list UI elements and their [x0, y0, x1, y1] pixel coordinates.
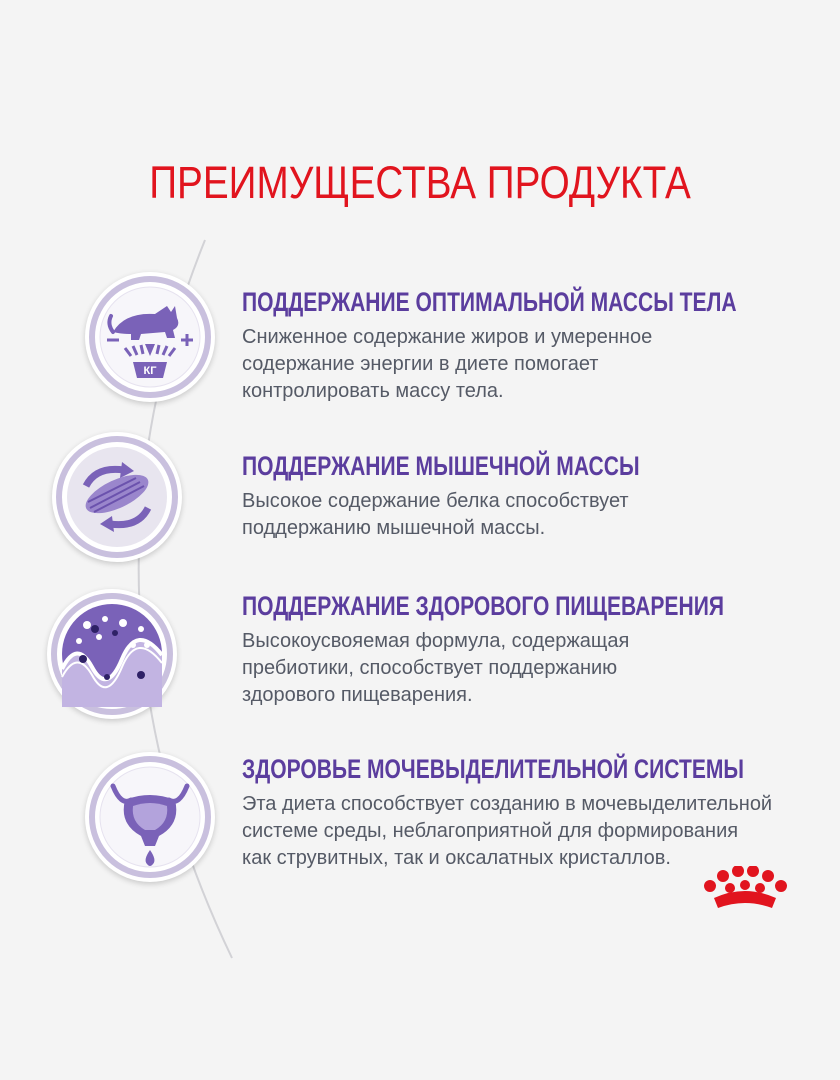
weight-scale-cat-icon [85, 272, 215, 402]
page-title: ПРЕИМУЩЕСТВА ПРОДУКТА [149, 157, 691, 208]
description-line: содержание энергии в диете помогает [242, 353, 599, 375]
description-line: Высокое содержание белка способствует [242, 490, 629, 512]
description-line: контролировать массу тела. [242, 380, 504, 402]
weight-unit-label: КГ [143, 365, 157, 377]
benefit-heading: ПОДДЕРЖАНИЕ МЫШЕЧНОЙ МАССЫ [242, 451, 640, 481]
benefit-heading: ЗДОРОВЬЕ МОЧЕВЫДЕЛИТЕЛЬНОЙ СИСТЕМЫ [242, 754, 745, 784]
description-line: Сниженное содержание жиров и умеренное [242, 326, 653, 348]
benefit-heading: ПОДДЕРЖАНИЕ ОПТИМАЛЬНОЙ МАССЫ ТЕЛА [242, 287, 737, 317]
bladder-icon [85, 752, 215, 882]
description-line: поддержанию мышечной массы. [242, 517, 546, 539]
description-line: здорового пищеварения. [242, 684, 473, 706]
benefit-description [242, 488, 629, 542]
description-line: пребиотики, способствует поддержанию [242, 657, 618, 679]
digestion-icon [47, 589, 177, 719]
description-line: системе среды, неблагоприятной для формирования [242, 820, 739, 842]
description-line: Высокоусвояемая формула, содержащая [242, 630, 630, 652]
benefit-heading: ПОДДЕРЖАНИЕ ЗДОРОВОГО ПИЩЕВАРЕНИЯ [242, 591, 724, 621]
description-line: как струвитных, так и оксалатных кристаллов. [242, 847, 671, 869]
muscle-arrows-icon [52, 432, 182, 562]
royal-canin-crown-icon [700, 866, 790, 916]
benefit-description [242, 791, 772, 872]
description-line: Эта диета способствует созданию в мочевыделительной [242, 793, 773, 815]
benefit-description [242, 628, 629, 709]
benefit-description [242, 324, 652, 405]
